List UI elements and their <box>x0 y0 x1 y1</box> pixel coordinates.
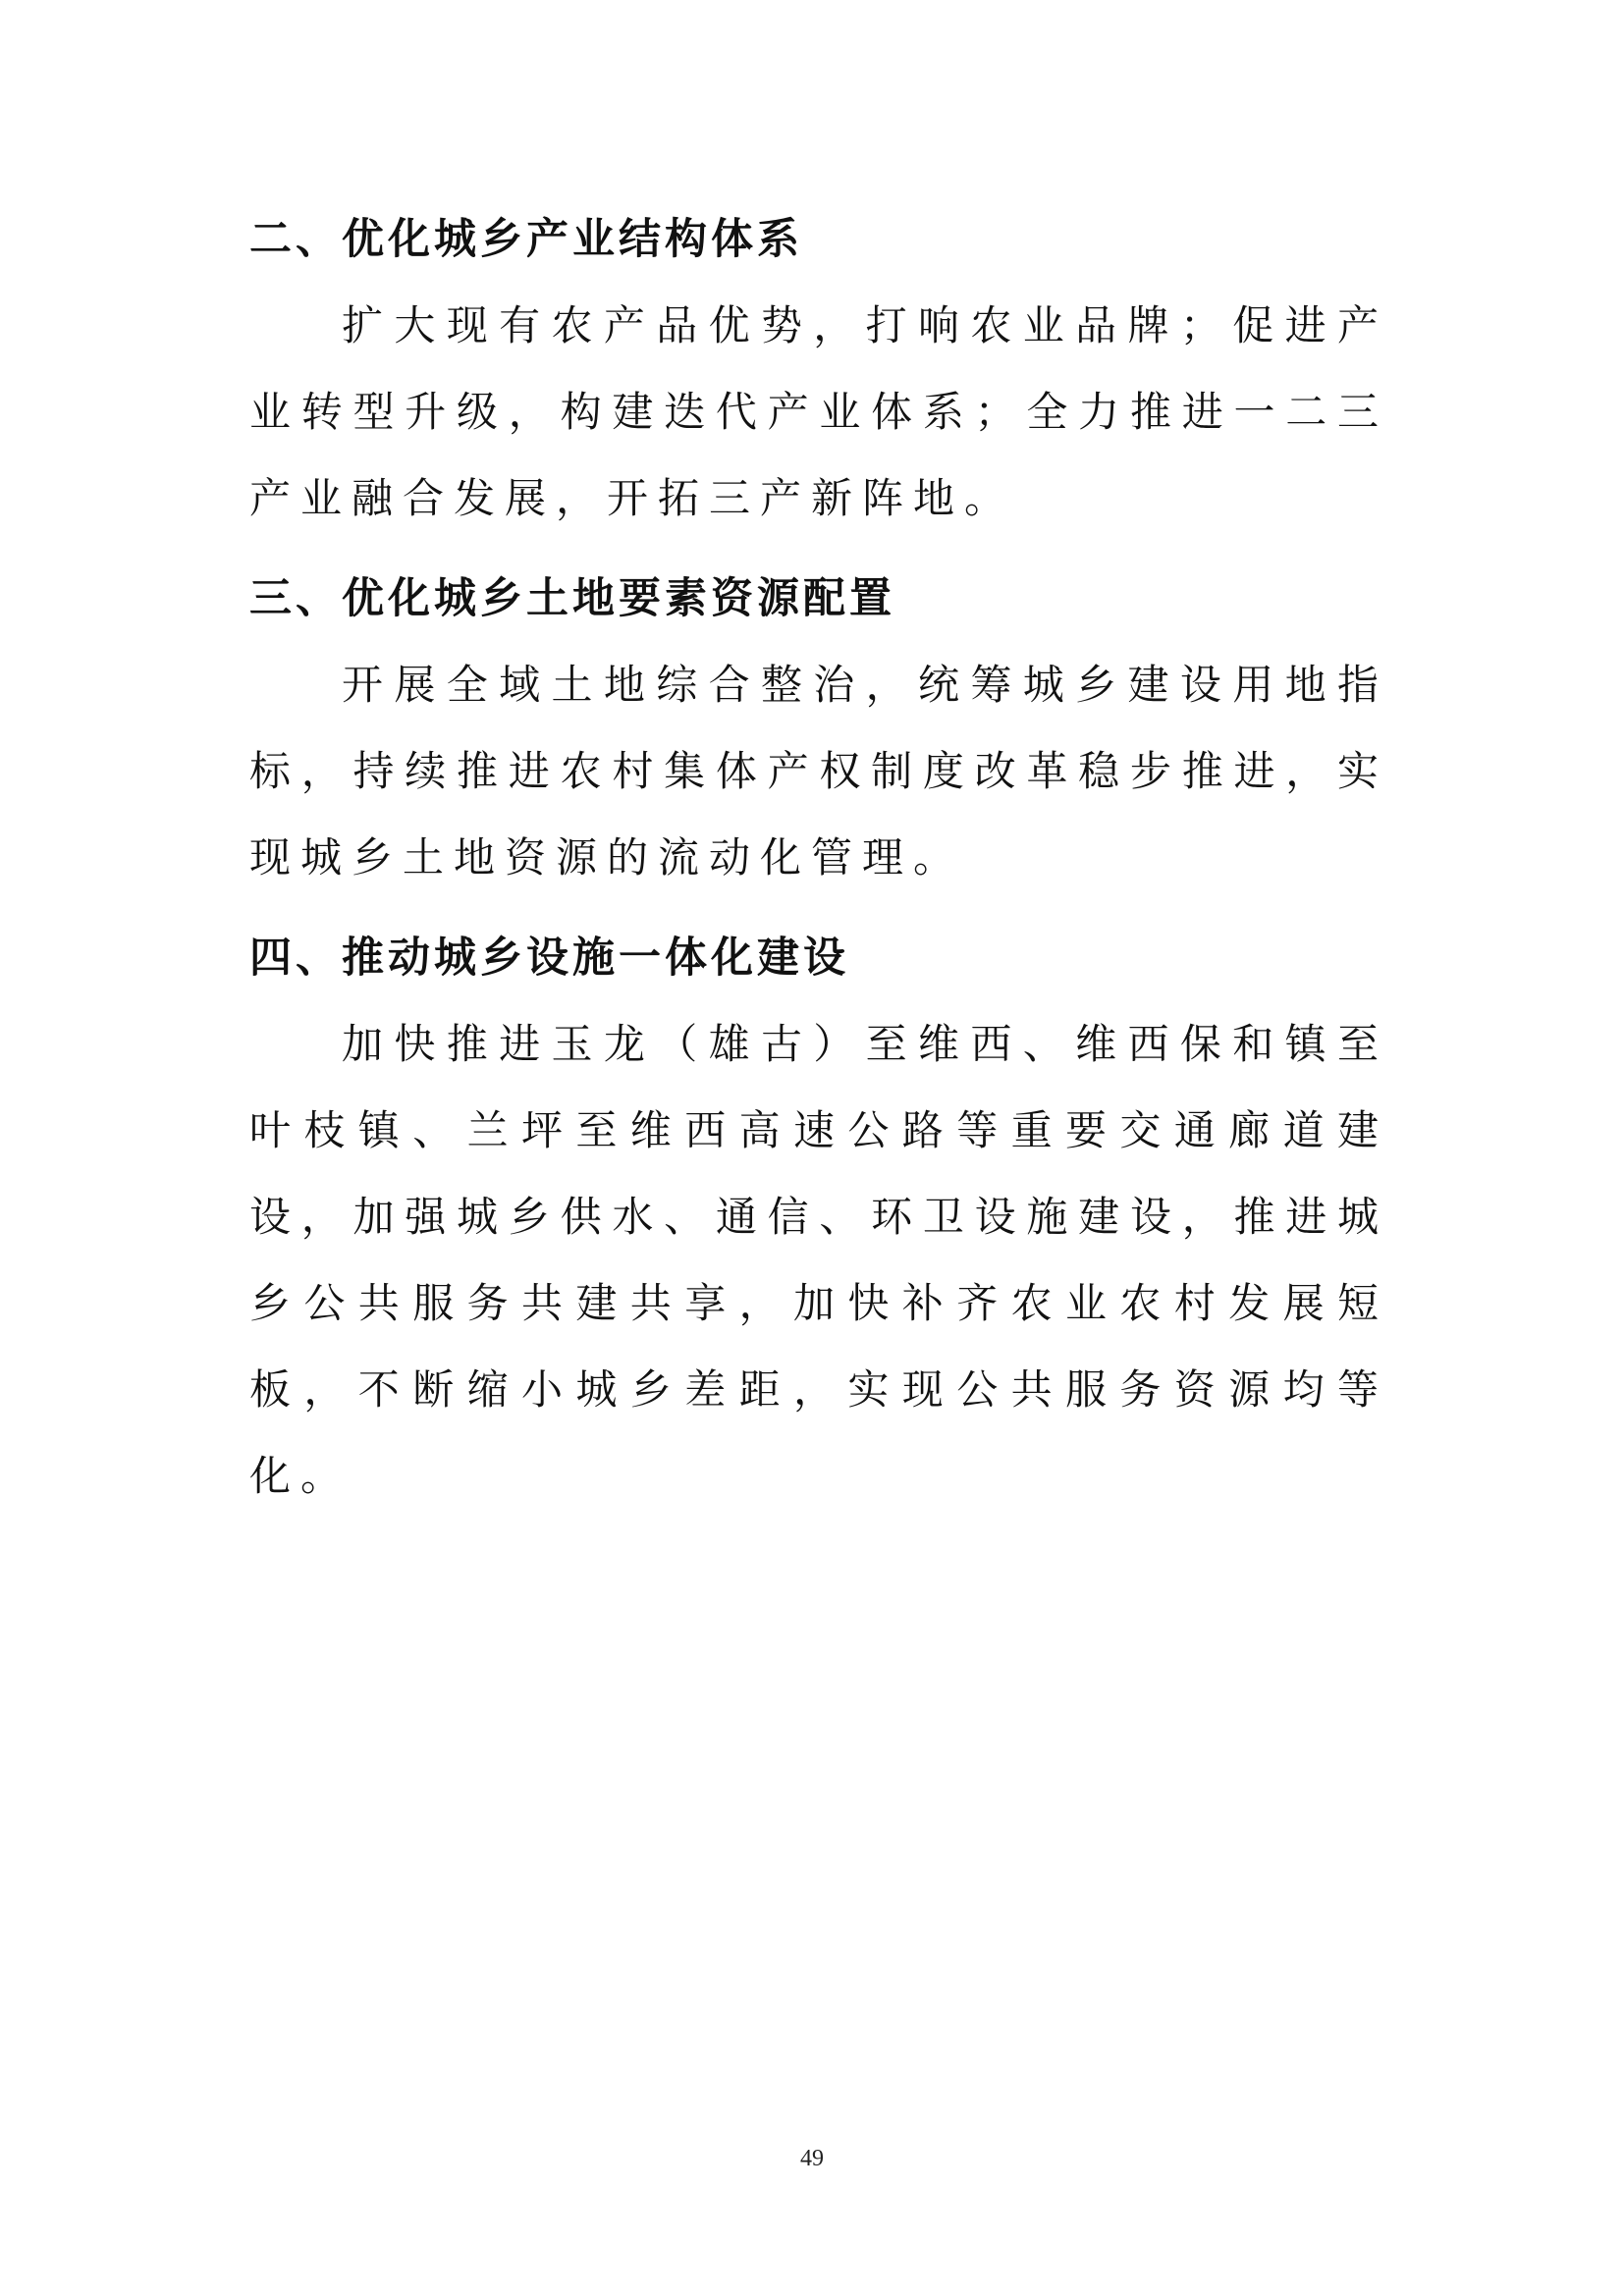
section-heading: 二、优化城乡产业结构体系 <box>249 215 803 264</box>
section-paragraph: 加快推进玉龙（雄古）至维西、维西保和镇至叶枝镇、兰坪至维西高速公路等重要交通廊道建设，加强城乡供水、通信、环卫设施建设，推进城乡公共服务共建共享，加快补齐农业农村发展短板，不断缩小城乡差距，实现公共服务资源均等化。 <box>249 1020 1388 1500</box>
page-number: 49 <box>800 2146 824 2171</box>
section-paragraph: 扩大现有农产品优势，打响农业品牌；促进产业转型升级，构建迭代产业体系；全力推进一二三产业融合发展，开拓三产新阵地。 <box>249 301 1388 522</box>
section-industry <box>249 210 1388 542</box>
section-paragraph: 开展全域土地综合整治，统筹城乡建设用地指标，持续推进农村集体产权制度改革稳步推进，实现城乡土地资源的流动化管理。 <box>249 661 1388 881</box>
section-land <box>249 569 1388 901</box>
section-heading: 四、推动城乡设施一体化建设 <box>249 934 849 983</box>
section-heading: 三、优化城乡土地要素资源配置 <box>249 574 895 623</box>
section-facilities <box>249 929 1388 1520</box>
page-content <box>249 210 1388 1547</box>
